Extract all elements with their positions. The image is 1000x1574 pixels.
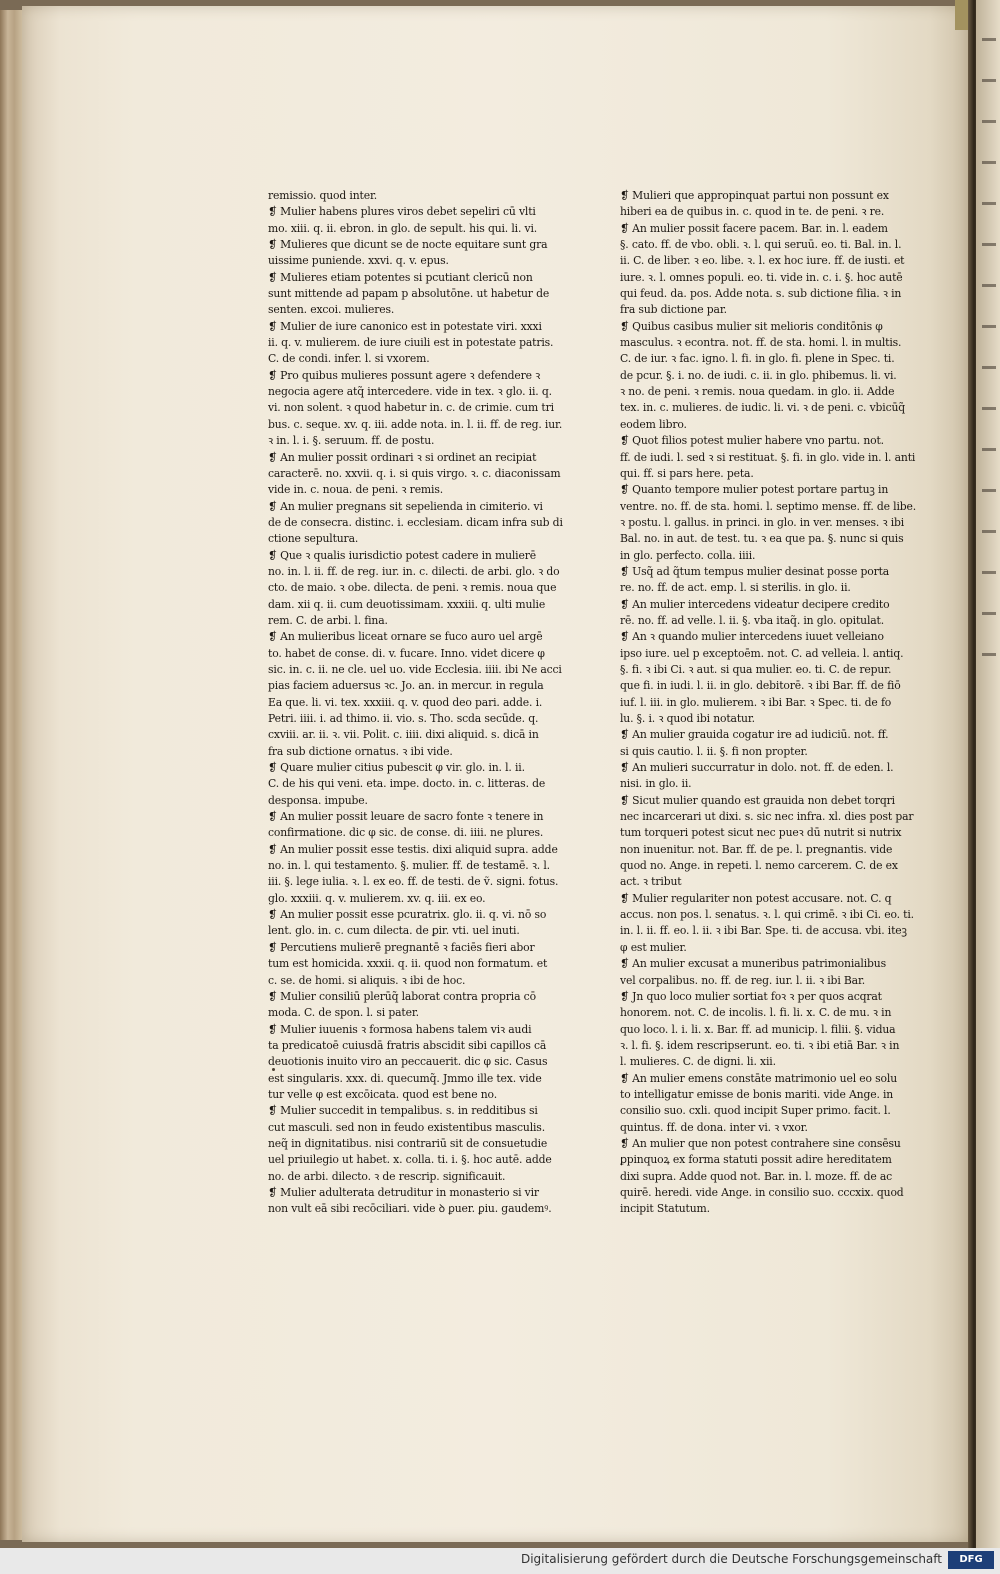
text-line: ❡ Jn quo loco mulier sortiat foꝛ ꝛ per quos acqrat (620, 989, 882, 1003)
text-line: vi. non solent. ꝛ quod habetur in. c. de crimie. cum tri (268, 401, 554, 415)
text-line: ❡ Mulier regulariter non potest accusare. not. C. q (620, 891, 892, 905)
text-line: Petri. iiii. i. ad thimo. ii. vio. s. Tho. scda secūde. q. (268, 712, 539, 725)
text-line: mo. xiii. q. ii. ebron. in glo. de sepult. his qui. li. vi. (268, 221, 538, 235)
text-line: C. de his qui veni. eta. impe. docto. in. c. litteras. de (268, 777, 546, 791)
text-line: cto. de maio. ꝛ obe. dilecta. de peni. ꝛ remis. noua que (268, 581, 557, 595)
text-line: glo. xxxiii. q. v. mulierem. xv. q. iii. ex eo. (268, 891, 486, 905)
text-line: quod no. Ange. in repeti. l. nemo carcerem. C. de ex (620, 859, 898, 873)
text-line: to. habet de conse. di. v. fucare. Inno. videt dicere φ (268, 646, 545, 660)
text-line: c. se. de homi. si aliquis. ꝛ ibi de hoc. (268, 973, 466, 987)
text-line: remissio. quod inter. (268, 189, 378, 202)
text-line: bus. c. seque. xv. q. iii. adde nota. in. l. ii. ff. de reg. iur. (268, 417, 563, 431)
text-line: hiberi ea de quibus in. c. quod in te. de peni. ꝛ re. (620, 205, 885, 219)
text-line: honorem. not. C. de incolis. l. fi. li. x. C. de mu. ꝛ in (620, 1006, 892, 1020)
right-text-column (620, 188, 918, 1218)
text-line: senten. excoi. mulieres. (268, 303, 395, 317)
text-line: ❡ An mulieribus liceat ornare se fuco auro uel argē (268, 630, 543, 644)
text-line: quo loco. l. i. li. x. Bar. ff. ad municip. l. filii. §. vidua (620, 1022, 896, 1036)
text-line: nec incarcerari ut dixi. s. sic nec infra. xl. dies post par (620, 810, 914, 824)
adjacent-page-edge (976, 0, 1000, 1550)
text-line: C. de iur. ꝛ fac. igno. l. fi. in glo. fi. plene in Spec. ti. (620, 352, 895, 366)
text-line: φ est mulier. (620, 940, 687, 954)
text-line: masculus. ꝛ econtra. not. ff. de sta. homi. l. in multis. (620, 336, 902, 350)
text-line: l. mulieres. C. de digni. li. xii. (620, 1055, 776, 1069)
text-line: tex. in. c. mulieres. de iudic. li. vi. ꝛ de peni. c. vbicūq̃ (620, 401, 906, 415)
text-line: tum est homicida. xxxii. q. ii. quod non formatum. et (268, 957, 548, 971)
text-line: dam. xii q. ii. cum deuotissimam. xxxiii. q. ulti mulie (268, 597, 546, 611)
text-line: ventre. no. ff. de sta. homi. l. septimo mense. ff. de libe. (620, 499, 917, 513)
text-line: vide in. c. noua. de peni. ꝛ remis. (268, 483, 443, 497)
text-line: accus. non pos. l. senatus. ꝛ. l. qui crimē. ꝛ ibi Ci. eo. ti. (620, 908, 914, 922)
text-line: ❡ Quanto tempore mulier potest portare partuꝫ in (620, 483, 889, 497)
text-line: ❡ An mulier excusat a muneribus patrimonialibus (620, 957, 886, 971)
text-line: qui feud. da. pos. Adde nota. s. sub dictione filia. ꝛ in (620, 287, 902, 301)
text-line: dixi supra. Adde quod not. Bar. in. l. moze. ff. de ac (620, 1169, 893, 1183)
text-line: ❡ Mulier succedit in tempalibus. s. in redditibus si (268, 1104, 538, 1118)
text-line: desponsa. impube. (268, 793, 368, 807)
text-line: eodem libro. (620, 417, 687, 431)
text-line: quintus. ff. de dona. inter vi. ꝛ vxor. (620, 1120, 808, 1134)
text-line: quirē. heredi. vide Ange. in consilio suo. cccxix. quod (620, 1185, 904, 1199)
text-line: ꝑpinquoꝝ ex forma statuti possit adire hereditatem (620, 1153, 892, 1167)
text-line: de de consecra. distinc. i. ecclesiam. dicam infra sub di (268, 515, 563, 529)
text-line: rem. C. de arbi. l. fina. (268, 613, 388, 627)
text-line: que fi. in iudi. l. ii. in glo. debitorē. ꝛ ibi Bar. ff. de fiō (620, 679, 901, 693)
text-line: ❡ Percutiens mulierē pregnantē ꝛ faciēs fieri abor (268, 940, 535, 954)
text-line: ❡ Mulier habens plures viros debet sepeliri cū vlti (268, 205, 536, 219)
text-line: no. in. l. ii. ff. de reg. iur. in. c. dilecti. de arbi. glo. ꝛ do (268, 564, 560, 578)
text-line: ❡ An mulier possit facere pacem. Bar. in. l. eadem (620, 221, 888, 235)
text-line: de pcur. §. i. no. de iudi. c. ii. in glo. phibemus. li. vi. (620, 368, 897, 382)
text-line: ta predicatoē cuiusdā fratris abscidit sibi capillos cā (268, 1038, 547, 1052)
text-line: ꝛ postu. l. gallus. in princi. in glo. in ver. menses. ꝛ ibi (620, 515, 905, 529)
margin-mark (272, 1068, 275, 1071)
text-line: caracterē. no. xxvii. q. i. si quis virgo. ꝛ. c. diaconissam (268, 466, 561, 480)
text-line: iuf. l. iii. in glo. mulierem. ꝛ ibi Bar. ꝛ Spec. ti. de fo (620, 695, 892, 709)
text-line: ꝛ in. l. i. §. seruum. ff. de postu. (268, 434, 435, 448)
text-line: rē. no. ff. ad velle. l. ii. §. vba itaq̃. in glo. opitulat. (620, 613, 885, 627)
text-line: ff. de iudi. l. sed ꝛ si restituat. §. fi. in glo. vide in. l. anti (620, 450, 916, 464)
dfg-logo: DFG (948, 1551, 994, 1569)
text-line: ❡ Mulieri que appropinquat partui non possunt ex (620, 189, 889, 202)
text-line: Ea que. li. vi. tex. xxxiii. q. v. quod deo pari. adde. i. (268, 695, 543, 709)
left-text-column (268, 188, 573, 1218)
text-line: in. l. ii. ff. eo. l. ii. ꝛ ibi Bar. Spe. ti. de accusa. vbi. iteꝫ (620, 924, 907, 938)
text-line: neq̃ in dignitatibus. nisi contrariū sit de consuetudie (268, 1136, 548, 1150)
text-line: tur velle φ est excōicata. quod est bene no. (268, 1087, 497, 1101)
text-line: ꝛ. l. fi. §. idem rescripserunt. eo. ti. ꝛ ibi etiā Bar. ꝛ in (620, 1038, 900, 1052)
text-line: ii. C. de liber. ꝛ eo. libe. ꝛ. l. ex hoc iure. ff. de iusti. et (620, 254, 905, 268)
text-line: ❡ An ꝛ quando mulier intercedens iuuet velleiano (620, 630, 884, 644)
text-line: ❡ An mulier emens constāte matrimonio uel eo solu (620, 1071, 898, 1085)
text-line: ❡ An mulier possit ordinari ꝛ si ordinet an recipiat (268, 450, 537, 464)
text-line: ❡ An mulier possit leuare de sacro fonte ꝛ tenere in (268, 810, 544, 824)
text-line: ❡ An mulier possit esse testis. dixi aliquid supra. adde (268, 842, 558, 856)
text-line: si quis cautio. l. ii. §. fi non propter. (620, 744, 808, 758)
text-line: ❡ An mulier pregnans sit sepelienda in cimiterio. vi (268, 499, 543, 513)
text-line: in glo. perfecto. colla. iiii. (620, 548, 756, 562)
text-line: ii. q. v. mulierem. de iure ciuili est in potestate patris. (268, 336, 554, 350)
text-line: ❡ Mulier de iure canonico est in potestate viri. xxxi (268, 319, 542, 333)
text-line: §. cato. ff. de vbo. obli. ꝛ. l. qui seruū. eo. ti. Bal. in. l. (620, 238, 902, 252)
text-line: ❡ Usq̃ ad q̃tum tempus mulier desinat posse porta (620, 564, 890, 578)
text-line: C. de condi. infer. l. si vxorem. (268, 352, 430, 366)
text-line: ❡ An mulier possit esse pcuratrix. glo. ii. q. vi. nō so (268, 908, 547, 922)
text-line: ❡ An mulier que non potest contrahere sine consēsu (620, 1136, 901, 1150)
digitization-credit: Digitalisierung gefördert durch die Deutsche Forschungsgemeinschaft (520, 1552, 942, 1566)
text-line: qui. ff. si pars here. peta. (620, 466, 754, 480)
text-line: negocia agere atq̃ intercedere. vide in tex. ꝛ glo. ii. q. (268, 385, 552, 399)
text-line: ❡ An mulieri succurratur in dolo. not. ff. de eden. l. (620, 761, 894, 775)
text-line: uel priuilegio ut habet. x. colla. ti. i. §. hoc autē. adde (268, 1153, 552, 1167)
text-line: ❡ Mulier iuuenis ꝛ formosa habens talem viꝛ audi (268, 1022, 532, 1036)
text-line: no. de arbi. dilecto. ꝛ de rescrip. significauit. (268, 1169, 506, 1183)
text-line: cut masculi. sed non in feudo existentibus masculis. (268, 1120, 545, 1134)
text-line: nisi. in glo. ii. (620, 777, 692, 791)
text-line: ❡ Quibus casibus mulier sit melioris conditōnis φ (620, 319, 883, 333)
text-line: est singularis. xxx. di. quecumq̃. Jmmo ille tex. vide (268, 1071, 542, 1085)
text-line: ❡ Mulier consiliū plerūq̃ laborat contra propria cō (268, 989, 536, 1003)
text-line: fra sub dictione par. (620, 303, 727, 317)
text-line: ❡ Pro quibus mulieres possunt agere ꝛ defendere ꝛ (268, 368, 541, 382)
text-line: uissime puniende. xxvi. q. v. epus. (268, 254, 449, 268)
text-line: ipso iure. uel p exceptoēm. not. C. ad velleia. l. antiq. (620, 646, 904, 660)
text-line: confirmatione. dic φ sic. de conse. di. iiii. ne plures. (268, 826, 544, 840)
text-line: pias faciem aduersus ꝛc. Jo. an. in mercur. in regula (268, 679, 544, 693)
text-line: fra sub dictione ornatus. ꝛ ibi vide. (268, 744, 453, 758)
text-line: ꝛ no. de peni. ꝛ remis. noua quedam. in glo. ii. Adde (620, 385, 895, 399)
page-marker (955, 0, 969, 30)
text-line: ❡ An mulier grauida cogatur ire ad iudiciū. not. ff. (620, 728, 889, 742)
text-line: sunt mittende ad papam p absolutōne. ut habetur de (268, 287, 550, 301)
text-line: ❡ Mulieres que dicunt se de nocte equitare sunt gra (268, 238, 548, 252)
text-line: ctione sepultura. (268, 532, 359, 546)
text-line: ❡ Mulier adulterata detruditur in monasterio si vir (268, 1185, 539, 1199)
text-line: ❡ Sicut mulier quando est grauida non debet torqri (620, 793, 895, 807)
text-line: vel corpalibus. no. ff. de reg. iur. l. ii. ꝛ ibi Bar. (620, 973, 866, 987)
text-line: ❡ Quare mulier citius pubescit φ vir. glo. in. l. ii. (268, 761, 525, 775)
text-line: iii. §. lege iulia. ꝛ. l. ex eo. ff. de testi. de ṽ. signi. fotus. (268, 875, 559, 889)
text-line: moda. C. de spon. l. si pater. (268, 1006, 419, 1020)
text-line: no. in. l. qui testamento. §. mulier. ff. de testamē. ꝛ. l. (268, 859, 550, 873)
text-line: sic. in. c. ii. ne cle. uel uo. vide Ecclesia. iiii. ibi Ne acci (268, 662, 562, 676)
text-line: non inuenitur. not. Bar. ff. de pe. l. pregnantis. vide (620, 842, 893, 856)
text-line: ❡ Mulieres etiam potentes si pcutiant clericū non (268, 270, 533, 284)
text-line: tum torqueri potest sicut nec pueꝛ dū nutrit si nutrix (620, 826, 902, 840)
text-line: ❡ Que ꝛ qualis iurisdictio potest cadere in mulierē (268, 548, 536, 562)
text-line: lent. glo. in. c. cum dilecta. de ꝑir. vti. uel inuti. (268, 924, 520, 938)
text-line: Bal. no. in aut. de test. tu. ꝛ ea que pa. §. nunc si quis (620, 532, 904, 546)
text-line: cxviii. ar. ii. ꝛ. vii. Polit. c. iiii. dixi aliquid. s. dicā in (268, 728, 539, 742)
text-line: consilio suo. cxli. quod incipit Super primo. facit. l. (620, 1104, 891, 1118)
text-line: lu. §. i. ꝛ quod ibi notatur. (620, 712, 755, 725)
text-line: re. no. ff. de act. emp. l. si sterilis. in glo. ii. (620, 581, 851, 595)
text-line: deuotionis inuito viro an peccauerit. dic φ sic. Casus (268, 1055, 548, 1069)
text-line: non vult eā sibi recōciliari. vide ꝺ ꝑuer. ꝑiu. gaudemꝰ. (268, 1202, 552, 1216)
text-line: §. fi. ꝛ ibi Ci. ꝛ aut. si qua mulier. eo. ti. C. de repur. (620, 662, 892, 676)
text-line: ❡ Quot filios potest mulier habere vno partu. not. (620, 434, 884, 448)
text-line: incipit Statutum. (620, 1202, 710, 1216)
text-line: iure. ꝛ. l. omnes populi. eo. ti. vide in. c. i. §. hoc autē (620, 270, 903, 284)
text-line: ❡ An mulier intercedens videatur decipere credito (620, 597, 890, 611)
text-line: to intelligatur emisse de bonis mariti. vide Ange. in (620, 1087, 894, 1101)
text-line: act. ꝛ tribut (620, 875, 682, 889)
